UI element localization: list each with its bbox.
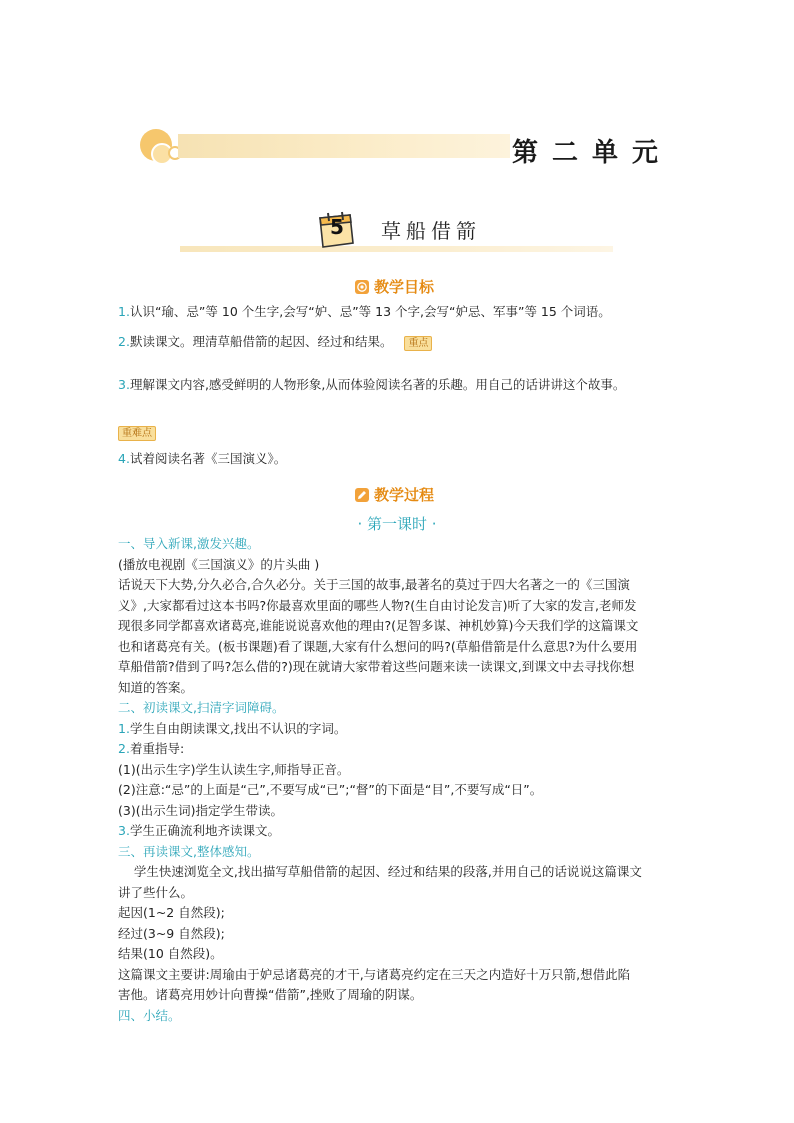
process-line: 这篇课文主要讲:周瑜由于妒忌诸葛亮的才干,与诸葛亮约定在三天之内造好十万只箭,想借此陷 — [118, 966, 631, 982]
key-point-tag: 重点 — [404, 336, 432, 351]
process-line: 起因(1~2 自然段); — [118, 905, 225, 920]
period-title: · 第一课时 · — [357, 515, 437, 533]
objective-1: 1.认识“瑜、忌”等 10 个生字,会写“妒、忌”等 13 个字,会写“妒忌、军事”等 15 个词语。 — [118, 304, 611, 319]
lesson-number: 5 — [330, 215, 344, 239]
step-heading: 三、再读课文,整体感知。 — [118, 843, 260, 859]
process-heading-text: 教学过程 — [374, 486, 435, 504]
step-heading: 四、小结。 — [118, 1007, 181, 1023]
process-line: 话说天下大势,分久必合,合久必分。关于三国的故事,最著名的莫过于四大名著之一的《三国演 — [118, 577, 630, 592]
process-line: 讲了些什么。 — [118, 884, 194, 900]
objective-2: 2.默读课文。理清草船借箭的起因、经过和结果。 重点 — [118, 333, 432, 351]
process-line: 义》,大家都看过这本书吗?你最喜欢里面的哪些人物?(生自由讨论发言)听了大家的发言,老师发 — [118, 597, 637, 613]
process-line: 学生快速浏览全文,找出描写草船借箭的起因、经过和结果的段落,并用自己的话说说这篇课文 — [118, 864, 642, 879]
process-line: 经过(3~9 自然段); — [118, 925, 225, 941]
lesson-underline — [180, 246, 613, 252]
objectives-heading — [355, 276, 434, 297]
step-heading: 一、导入新课,激发兴趣。 — [118, 536, 260, 551]
process-line: 1.学生自由朗读课文,找出不认识的字词。 — [118, 720, 347, 736]
lesson-title: 草船借箭 — [381, 219, 481, 243]
process-line: (播放电视剧《三国演义》的片头曲 ) — [118, 556, 320, 572]
process-line: 知道的答案。 — [118, 679, 194, 695]
process-line: 也和诸葛亮有关。(板书课题)看了课题,大家有什么想问的吗?(草船借箭是什么意思?为什么要用 — [118, 638, 638, 654]
process-line: 结果(10 自然段)。 — [118, 946, 223, 961]
process-line: 2.着重指导: — [118, 741, 185, 756]
process-line: 现很多同学都喜欢诸葛亮,谁能说说喜欢他的理由?(足智多谋、神机妙算)今天我们学的这篇课文 — [118, 618, 639, 633]
process-line: (3)(出示生词)指定学生带读。 — [118, 802, 283, 818]
target-icon — [355, 280, 369, 294]
process-heading — [355, 484, 434, 505]
objective-4: 4.试着阅读名著《三国演义》。 — [118, 451, 287, 466]
pencil-icon — [355, 488, 369, 502]
objectives-heading-text: 教学目标 — [374, 278, 435, 296]
difficulty-tag-row — [118, 423, 156, 441]
unit-title: 第二单元 — [512, 138, 673, 168]
process-line: 3.学生正确流利地齐读课文。 — [118, 823, 280, 838]
step-heading: 二、初读课文,扫清字词障碍。 — [118, 700, 285, 715]
objective-3: 3.理解课文内容,感受鲜明的人物形象,从而体验阅读名著的乐趣。用自己的话讲讲这个故事。 — [118, 377, 626, 392]
process-line: 害他。诸葛亮用妙计向曹操“借箭”,挫败了周瑜的阴谋。 — [118, 987, 423, 1002]
process-line: (1)(出示生字)学生认读生字,师指导正音。 — [118, 761, 350, 777]
process-line: 草船借箭?借到了吗?怎么借的?)现在就请大家带着这些问题来读一读课文,到课文中去寻找你想 — [118, 659, 635, 674]
unit-banner-bar — [178, 134, 510, 158]
difficulty-tag: 重难点 — [118, 426, 156, 441]
process-line: (2)注意:“忌”的上面是“己”,不要写成“已”;“督”的下面是“目”,不要写成“日”。 — [118, 782, 543, 797]
